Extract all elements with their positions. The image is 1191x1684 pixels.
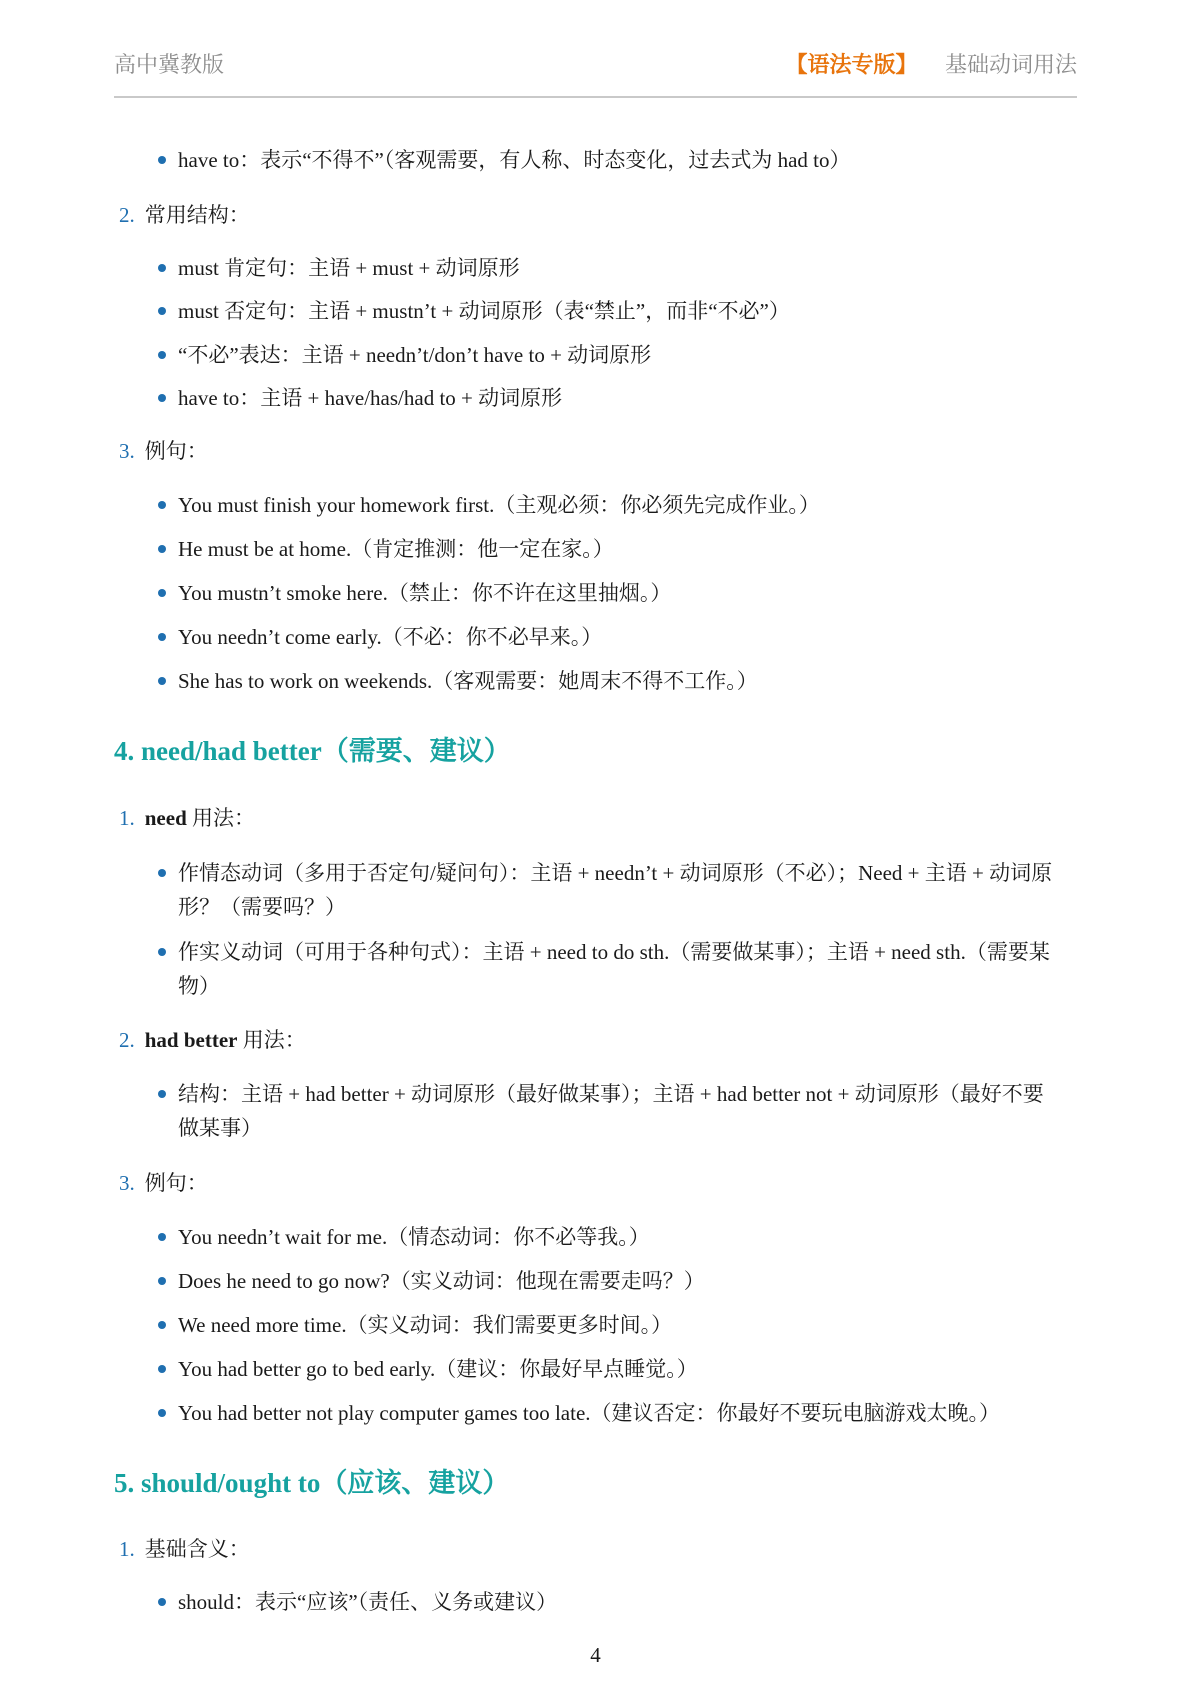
item-number: 1. — [119, 1537, 135, 1561]
list-item — [178, 488, 820, 522]
bullet-dot-icon — [158, 633, 166, 641]
list-item — [178, 1220, 650, 1254]
list-item — [178, 620, 602, 654]
bullet-dot-icon — [158, 1365, 166, 1373]
bullet-text: She has to work on weekends.（客观需要：她周末不得不工作。） — [178, 669, 758, 693]
item-label: 例句： — [144, 1171, 208, 1195]
page-number: 4 — [590, 1643, 601, 1667]
item-number: 2. — [119, 203, 135, 227]
bullet-dot-icon — [158, 677, 166, 685]
bullet-text-line: 作情态动词（多用于否定句/疑问句）：主语 + needn’t + 动词原形（不必）；Need + 主语 + 动词原 — [178, 861, 1053, 885]
list-item — [178, 935, 1050, 1003]
bullet-text-line: 物） — [178, 974, 220, 998]
numbered-item — [119, 205, 250, 226]
bullet-text-line: 做某事） — [178, 1116, 262, 1140]
bullet-dot-icon — [158, 156, 166, 164]
item-number: 3. — [119, 1171, 135, 1195]
bullet-text: have to：主语 + have/has/had to + 动词原形 — [178, 386, 563, 410]
list-item — [178, 664, 758, 698]
item-label: 基础含义： — [144, 1537, 250, 1561]
bullet-dot-icon — [158, 1409, 166, 1417]
bullet-text: You had better not play computer games too late.（建议否定：你最好不要玩电脑游戏太晚。） — [178, 1401, 1001, 1425]
bullet-text: must 否定句：主语 + mustn’t + 动词原形（表“禁止”，而非“不必”） — [178, 299, 790, 323]
bullet-dot-icon — [158, 1277, 166, 1285]
list-item — [178, 1077, 1044, 1145]
numbered-item — [119, 1539, 250, 1560]
bullet-dot-icon — [158, 394, 166, 402]
bullet-dot-icon — [158, 869, 166, 877]
item-label: 用法： — [237, 1028, 306, 1052]
list-item — [178, 1308, 672, 1342]
bullet-dot-icon — [158, 264, 166, 272]
bullet-dot-icon — [158, 948, 166, 956]
bullet-dot-icon — [158, 1090, 166, 1098]
item-keyword: had better — [144, 1028, 238, 1052]
numbered-item — [119, 808, 255, 829]
header-right — [785, 48, 1077, 79]
bullet-dot-icon — [158, 1233, 166, 1241]
list-item — [178, 532, 614, 566]
bullet-text: You must finish your homework first.（主观必须：你必须先完成作业。） — [178, 493, 820, 517]
list-item — [178, 294, 790, 328]
bullet-text: Does he need to go now?（实义动词：他现在需要走吗？） — [178, 1269, 705, 1293]
bullet-dot-icon — [158, 1321, 166, 1329]
bullet-dot-icon — [158, 545, 166, 553]
item-label: 常用结构： — [144, 203, 250, 227]
bullet-dot-icon — [158, 351, 166, 359]
bullet-dot-icon — [158, 307, 166, 315]
bullet-text: “不必”表达：主语 + needn’t/don’t have to + 动词原形 — [178, 343, 652, 367]
item-keyword: need — [144, 806, 187, 830]
list-item — [178, 381, 562, 415]
list-item — [178, 1396, 1000, 1430]
bullet-text: have to：表示“不得不”（客观需要，有人称、时态变化，过去式为 had to） — [178, 148, 851, 172]
list-item — [178, 338, 651, 372]
header-topic: 基础动词用法 — [944, 52, 1077, 77]
bullet-text: We need more time.（实义动词：我们需要更多时间。） — [178, 1313, 673, 1337]
bullet-text: You needn’t come early.（不必：你不必早来。） — [178, 625, 603, 649]
bullet-dot-icon — [158, 1598, 166, 1606]
list-item — [178, 251, 520, 285]
bullet-text: must 肯定句：主语 + must + 动词原形 — [178, 256, 520, 280]
numbered-item — [119, 1030, 306, 1051]
bullet-text: You mustn’t smoke here.（禁止：你不许在这里抽烟。） — [178, 581, 672, 605]
bullet-text-line: 结构：主语 + had better + 动词原形（最好做某事）；主语 + had better not + 动词原形（最好不要 — [178, 1082, 1044, 1106]
numbered-item — [119, 1173, 208, 1194]
list-item — [178, 1352, 698, 1386]
bullet-dot-icon — [158, 501, 166, 509]
bullet-text: should：表示“应该”（责任、义务或建议） — [178, 1590, 558, 1614]
bullet-text-line: 形？（需要吗？） — [178, 895, 346, 919]
list-item — [178, 1585, 557, 1619]
bullet-text: You had better go to bed early.（建议：你最好早点睡觉。） — [178, 1357, 698, 1381]
item-number: 3. — [119, 439, 135, 463]
item-label: 用法： — [186, 806, 255, 830]
section-heading: 5. should/ought to（应该、建议） — [114, 1468, 510, 1498]
section-heading: 4. need/had better（需要、建议） — [114, 736, 511, 766]
item-number: 1. — [119, 806, 135, 830]
numbered-item — [119, 441, 208, 462]
bullet-text: You needn’t wait for me.（情态动词：你不必等我。） — [178, 1225, 650, 1249]
list-item — [178, 856, 1052, 924]
header-tag: 【语法专版】 — [785, 52, 918, 77]
header-edition: 高中冀教版 — [114, 52, 225, 77]
item-number: 2. — [119, 1028, 135, 1052]
list-item — [178, 143, 851, 177]
bullet-text: He must be at home.（肯定推测：他一定在家。） — [178, 537, 614, 561]
item-label: 例句： — [144, 439, 208, 463]
bullet-dot-icon — [158, 589, 166, 597]
page-header — [114, 44, 1077, 98]
list-item — [178, 1264, 705, 1298]
bullet-text-line: 作实义动词（可用于各种句式）：主语 + need to do sth.（需要做某事）；主语 + need sth.（需要某 — [178, 940, 1050, 964]
list-item — [178, 576, 671, 610]
